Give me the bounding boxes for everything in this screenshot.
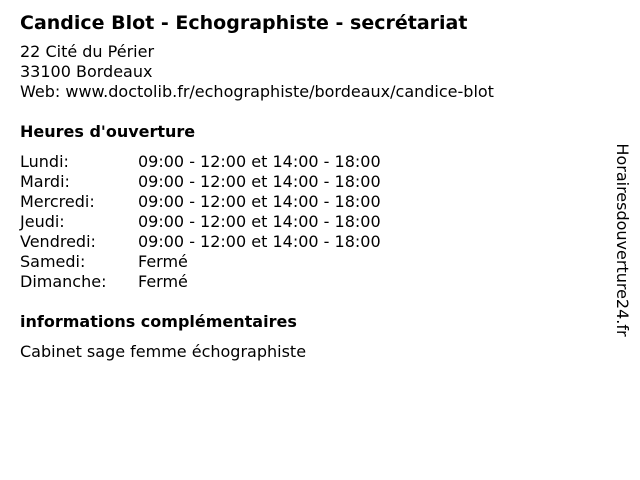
hours-value: 09:00 - 12:00 et 14:00 - 18:00: [138, 232, 381, 251]
opening-hours-table: [20, 152, 600, 292]
hours-value: 09:00 - 12:00 et 14:00 - 18:00: [138, 172, 381, 191]
hours-row-monday: [20, 152, 600, 172]
website-label: Web:: [20, 82, 61, 101]
street-address: 22 Cité du Périer: [20, 42, 155, 61]
hours-row-saturday: [20, 252, 600, 272]
address-block: [20, 42, 600, 102]
hours-value: Fermé: [138, 272, 188, 291]
day-label: Jeudi:: [20, 212, 65, 231]
day-label: Dimanche:: [20, 272, 107, 291]
day-label: Samedi:: [20, 252, 86, 271]
opening-hours-heading: Heures d'ouverture: [20, 122, 196, 141]
website-link[interactable]: www.doctolib.fr/echographiste/bordeaux/candice-blot: [65, 82, 494, 101]
hours-value: 09:00 - 12:00 et 14:00 - 18:00: [138, 212, 381, 231]
additional-info-heading: informations complémentaires: [20, 312, 297, 331]
day-label: Mardi:: [20, 172, 70, 191]
business-card: [20, 10, 600, 362]
hours-row-thursday: [20, 212, 600, 232]
city-address: 33100 Bordeaux: [20, 62, 153, 81]
day-label: Lundi:: [20, 152, 69, 171]
hours-value: 09:00 - 12:00 et 14:00 - 18:00: [138, 152, 381, 171]
hours-value: Fermé: [138, 252, 188, 271]
day-label: Vendredi:: [20, 232, 96, 251]
hours-row-tuesday: [20, 172, 600, 192]
additional-info-text: Cabinet sage femme échographiste: [20, 342, 307, 361]
hours-row-wednesday: [20, 192, 600, 212]
day-label: Mercredi:: [20, 192, 95, 211]
hours-row-friday: [20, 232, 600, 252]
business-name: Candice Blot - Echographiste - secrétariat: [20, 12, 468, 34]
hours-row-sunday: [20, 272, 600, 292]
website-line: [20, 82, 600, 102]
site-watermark: Horairesdouverture24.fr: [613, 143, 632, 337]
hours-value: 09:00 - 12:00 et 14:00 - 18:00: [138, 192, 381, 211]
